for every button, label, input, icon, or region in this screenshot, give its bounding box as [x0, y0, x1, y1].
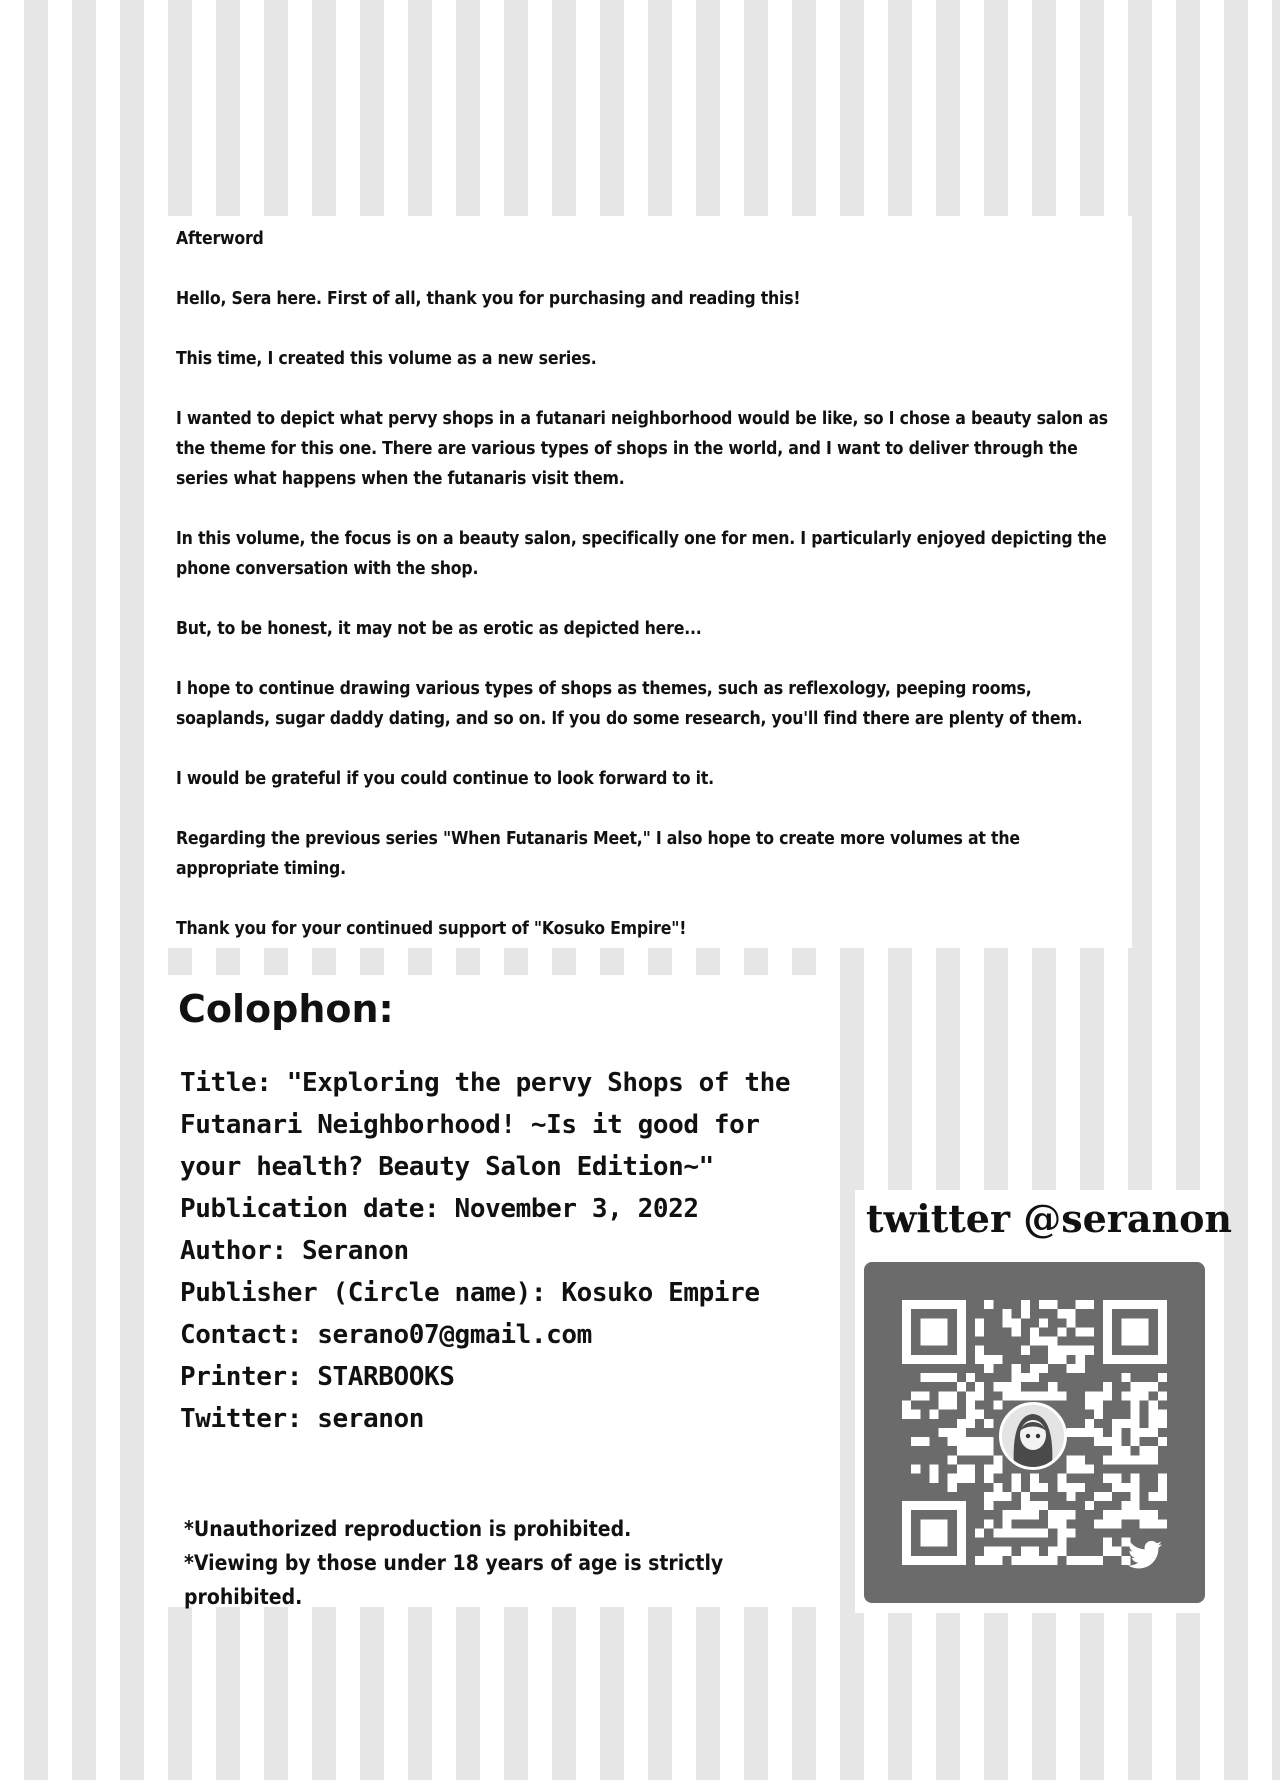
afterword-paragraph: This time, I created this volume as a new series. — [176, 349, 597, 369]
avatar-image — [999, 1402, 1067, 1470]
colophon-details — [180, 1062, 820, 1440]
afterword-paragraph: I would be grateful if you could continue to look forward to it. — [176, 769, 714, 789]
qr-card[interactable] — [864, 1262, 1205, 1603]
legal-notes — [184, 1512, 824, 1614]
afterword-paragraph: I wanted to depict what pervy shops in a futanari neighborhood would be like, so I chose a beauty salon as the theme for this one. There are various types of shops in the world, and I want to deliver through the series what happens when the futanaris visit them. — [176, 409, 1108, 489]
afterword-paragraph: Regarding the previous series "When Futanaris Meet," I also hope to create more volumes at the appropriate timing. — [176, 829, 1020, 879]
colophon-panel — [158, 975, 834, 1607]
colophon-contact: Contact: serano07@gmail.com — [180, 1320, 592, 1350]
colophon-title: Title: "Exploring the pervy Shops of the Futanari Neighborhood! ~Is it good for your health? Beauty Salon Edition~" — [180, 1068, 806, 1182]
legal-note: *Viewing by those under 18 years of age is strictly prohibited. — [184, 1551, 724, 1609]
afterword-paragraph: Hello, Sera here. First of all, thank you for purchasing and reading this! — [176, 289, 801, 309]
colophon-heading: Colophon: — [178, 987, 394, 1031]
afterword-text — [176, 224, 1126, 974]
colophon-publisher: Publisher (Circle name): Kosuko Empire — [180, 1278, 760, 1308]
legal-note: *Unauthorized reproduction is prohibited. — [184, 1517, 632, 1541]
colophon-publication-date: Publication date: November 3, 2022 — [180, 1194, 699, 1224]
colophon-twitter: Twitter: seranon — [180, 1404, 425, 1434]
twitter-bird-icon — [1128, 1540, 1162, 1570]
colophon-printer: Printer: STARBOOKS — [180, 1362, 455, 1392]
afterword-heading: Afterword — [176, 229, 264, 249]
afterword-panel — [158, 216, 1132, 948]
afterword-paragraph: In this volume, the focus is on a beauty salon, specifically one for men. I particularly enjoyed depicting the phone conversation with the shop. — [176, 529, 1107, 579]
afterword-paragraph: Thank you for your continued support of "Kosuko Empire"! — [176, 919, 687, 939]
twitter-handle: twitter @seranon — [866, 1196, 1233, 1241]
afterword-paragraph: But, to be honest, it may not be as erotic as depicted here... — [176, 619, 702, 639]
colophon-author: Author: Seranon — [180, 1236, 409, 1266]
afterword-paragraph: I hope to continue drawing various types of shops as themes, such as reflexology, peeping rooms, soaplands, sugar daddy dating, and so on. If you do some research, you'll find there are plenty of them. — [176, 679, 1083, 729]
